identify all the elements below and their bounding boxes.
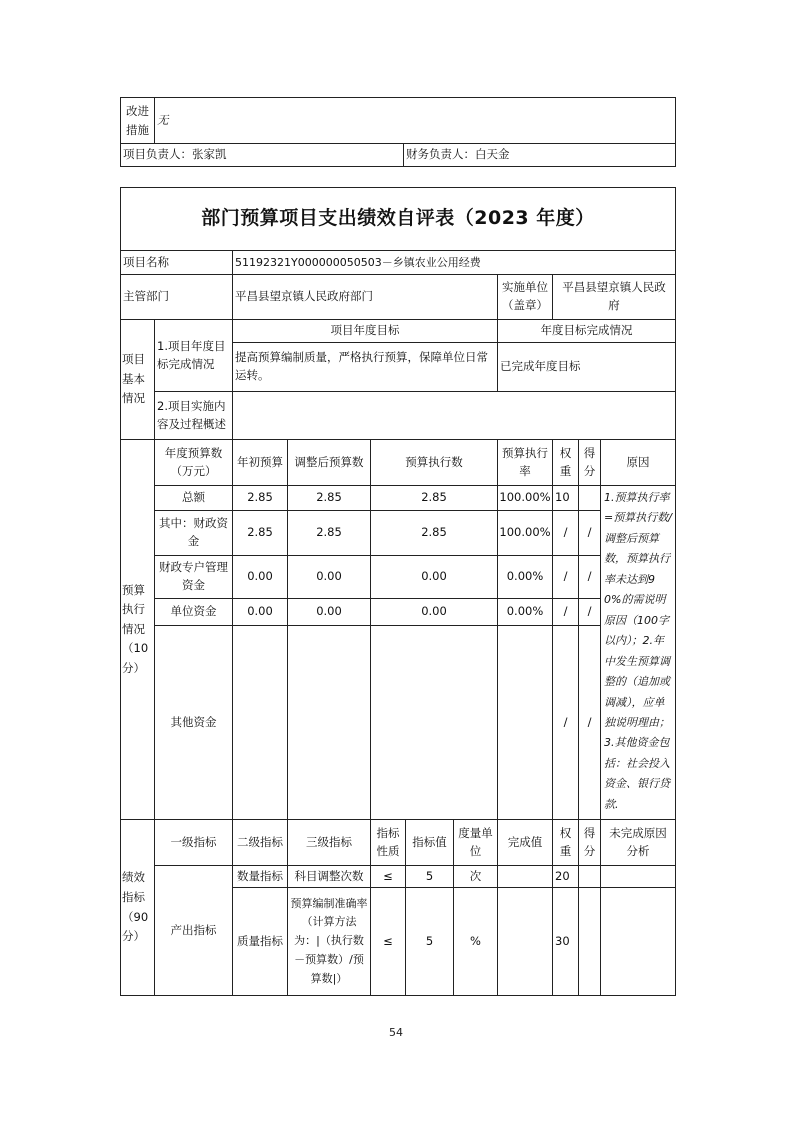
budget-row-executed bbox=[370, 625, 498, 820]
budget-row-name-text: 单位资金 bbox=[170, 604, 217, 619]
budget-row-score-text: / bbox=[587, 569, 592, 584]
budget-row-executed bbox=[370, 510, 498, 556]
perf-row-done bbox=[497, 865, 553, 888]
budget-row-executed-text: 0.00 bbox=[421, 569, 447, 584]
budget-row-executed-text: 0.00 bbox=[421, 604, 447, 619]
budget-header-name bbox=[154, 439, 233, 486]
project-name-label bbox=[120, 250, 233, 275]
goal-label-text: 1.项目年度目标完成情况 bbox=[157, 338, 226, 371]
perf-row-value-text: 5 bbox=[425, 933, 434, 948]
perf-row-value bbox=[405, 865, 454, 888]
perf-header-level1 bbox=[154, 819, 233, 866]
perf-row-unit bbox=[453, 887, 498, 996]
completion-value bbox=[497, 342, 676, 392]
performance-label-text: 绩效指标（90分） bbox=[122, 870, 149, 944]
budget-row-executed bbox=[370, 485, 498, 511]
improve-value bbox=[154, 97, 676, 144]
impl-unit-value-text: 平昌县望京镇人民政府 bbox=[562, 280, 666, 312]
impl-unit-label-text: 实施单位（盖章） bbox=[502, 280, 548, 312]
perf-row-weight-text: 20 bbox=[555, 868, 570, 883]
process-label-text: 2.项目实施内容及过程概述 bbox=[157, 398, 226, 431]
form-title-text: 部门预算项目支出绩效自评表（2023 年度） bbox=[201, 207, 595, 230]
completion-header bbox=[497, 319, 676, 343]
perf-row-unit-text: % bbox=[470, 933, 481, 948]
budget-row-executed-text: 2.85 bbox=[421, 525, 447, 540]
budget-row-adjusted-text: 0.00 bbox=[316, 604, 342, 619]
dept-value-text: 平昌县望京镇人民政府部门 bbox=[235, 289, 373, 304]
budget-row-score bbox=[578, 625, 601, 820]
page-number: 54 bbox=[389, 1026, 403, 1039]
basic-info-label bbox=[120, 319, 155, 440]
budget-row-executed-text: 2.85 bbox=[421, 490, 447, 505]
budget-header-executed-text: 预算执行数 bbox=[405, 454, 463, 469]
budget-header-score-text: 得分 bbox=[583, 445, 596, 478]
budget-row-weight-text: / bbox=[563, 569, 568, 584]
budget-row-score bbox=[578, 555, 601, 599]
budget-row-executed bbox=[370, 555, 498, 599]
perf-row-weight bbox=[552, 887, 579, 996]
budget-row-rate bbox=[497, 555, 553, 599]
perf-row-level3-text: 科目调整次数 bbox=[294, 868, 364, 883]
improve-value-text: 无 bbox=[157, 112, 169, 127]
budget-row-name bbox=[154, 555, 233, 599]
perf-row-unit bbox=[453, 865, 498, 888]
budget-row-adjusted-text: 2.85 bbox=[316, 525, 342, 540]
perf-row-nature bbox=[370, 887, 406, 996]
completion-header-text: 年度目标完成情况 bbox=[540, 323, 633, 338]
project-name-value bbox=[232, 250, 676, 275]
perf-header-score bbox=[578, 819, 601, 866]
perf-row-nature bbox=[370, 865, 406, 888]
perf-row-score bbox=[578, 887, 601, 996]
form-title bbox=[120, 187, 676, 251]
budget-row-adjusted bbox=[287, 485, 371, 511]
perf-row-nature-text: ≤ bbox=[383, 868, 393, 883]
project-name-label-text: 项目名称 bbox=[123, 254, 169, 269]
impl-unit-value bbox=[552, 274, 676, 320]
perf-header-unit-text: 度量单位 bbox=[458, 825, 493, 858]
perf-row-reason bbox=[600, 887, 676, 996]
budget-row-adjusted bbox=[287, 598, 371, 626]
budget-header-initial bbox=[232, 439, 288, 486]
goal-value bbox=[232, 342, 498, 392]
budget-row-adjusted bbox=[287, 555, 371, 599]
perf-row-done bbox=[497, 887, 553, 996]
perf-header-reason bbox=[600, 819, 676, 866]
budget-row-adjusted-text: 2.85 bbox=[316, 490, 342, 505]
perf-level1 bbox=[154, 865, 233, 996]
budget-row-rate bbox=[497, 625, 553, 820]
budget-row-rate-text: 0.00% bbox=[506, 569, 544, 584]
perf-row-level2-text: 数量指标 bbox=[237, 868, 283, 883]
budget-row-rate bbox=[497, 510, 553, 556]
perf-row-level2 bbox=[232, 865, 288, 888]
budget-reason-note-text: 1.预算执行率=预算执行数/调整后预算数，预算执行率未达到90%的需说明原因（100字以内）；2.年中发生预算调整的（追加或调减），应单独说明理由；3.其他资金包括：社会投入资金、银行贷款. bbox=[604, 491, 672, 811]
perf-header-level2-text: 二级指标 bbox=[237, 834, 283, 849]
budget-row-score-text: / bbox=[587, 604, 592, 619]
budget-row-executed bbox=[370, 598, 498, 626]
budget-row-rate bbox=[497, 485, 553, 511]
perf-row-weight bbox=[552, 865, 579, 888]
dept-label-text: 主管部门 bbox=[123, 289, 169, 304]
budget-label-text: 预算执行情况（10分） bbox=[122, 582, 149, 675]
perf-header-level3-text: 三级指标 bbox=[306, 834, 352, 849]
perf-header-done bbox=[497, 819, 553, 866]
budget-row-rate-text: 100.00% bbox=[499, 490, 551, 505]
perf-header-value bbox=[405, 819, 454, 866]
budget-row-weight bbox=[552, 485, 579, 511]
budget-row-score bbox=[578, 510, 601, 556]
perf-row-reason bbox=[600, 865, 676, 888]
budget-row-rate-text: 100.00% bbox=[499, 525, 551, 540]
finance-leader bbox=[403, 143, 676, 167]
budget-row-initial-text: 2.85 bbox=[247, 525, 273, 540]
project-leader bbox=[120, 143, 404, 167]
perf-row-value bbox=[405, 887, 454, 996]
perf-header-weight-text: 权重 bbox=[559, 825, 572, 858]
budget-row-initial-text: 0.00 bbox=[247, 604, 273, 619]
finance-leader-text: 财务负责人：白天金 bbox=[406, 147, 510, 162]
budget-row-name-text: 其他资金 bbox=[170, 714, 217, 729]
perf-header-done-text: 完成值 bbox=[507, 834, 543, 849]
budget-row-initial-text: 2.85 bbox=[247, 490, 273, 505]
performance-label bbox=[120, 819, 155, 996]
completion-value-text: 已完成年度目标 bbox=[500, 359, 581, 374]
budget-row-initial bbox=[232, 598, 288, 626]
budget-header-rate bbox=[497, 439, 553, 486]
goal-value-text: 提高预算编制质量，严格执行预算，保障单位日常运转。 bbox=[235, 350, 488, 382]
perf-header-level2 bbox=[232, 819, 288, 866]
budget-row-score-text: / bbox=[587, 525, 592, 540]
budget-row-name-text: 财政专户管理资金 bbox=[159, 560, 228, 592]
perf-header-nature-text: 指标性质 bbox=[376, 825, 400, 858]
budget-header-weight-text: 权重 bbox=[559, 445, 572, 478]
budget-row-weight-text: / bbox=[563, 604, 568, 619]
perf-row-value-text: 5 bbox=[425, 868, 434, 883]
budget-row-name bbox=[154, 625, 233, 820]
project-name-value-text: 51192321Y000000050503－乡镇农业公用经费 bbox=[235, 255, 481, 269]
budget-header-reason bbox=[600, 439, 676, 486]
improve-label bbox=[120, 97, 155, 144]
budget-reason-note bbox=[600, 485, 676, 820]
budget-row-initial bbox=[232, 625, 288, 820]
perf-row-level3-text: 预算编制准确率（计算方法为：|（执行数－预算数）/预算数|） bbox=[290, 896, 368, 985]
process-label bbox=[154, 391, 233, 440]
budget-row-rate bbox=[497, 598, 553, 626]
budget-row-weight bbox=[552, 598, 579, 626]
budget-row-adjusted bbox=[287, 625, 371, 820]
goal-label bbox=[154, 319, 233, 392]
perf-row-weight-text: 30 bbox=[555, 933, 570, 948]
perf-row-level3 bbox=[287, 887, 371, 996]
budget-label bbox=[120, 439, 155, 820]
budget-row-name-text: 总额 bbox=[182, 490, 205, 505]
budget-header-rate-text: 预算执行率 bbox=[502, 445, 548, 478]
perf-header-score-text: 得分 bbox=[583, 825, 596, 858]
budget-row-name-text: 其中：财政资金 bbox=[159, 516, 228, 548]
perf-header-value-text: 指标值 bbox=[412, 834, 447, 849]
improve-label-text: 改进措施 bbox=[126, 104, 149, 137]
impl-unit-label bbox=[497, 274, 553, 320]
budget-header-name-text: 年度预算数（万元） bbox=[164, 445, 223, 478]
budget-row-score bbox=[578, 598, 601, 626]
perf-row-level2 bbox=[232, 887, 288, 996]
perf-level1-text: 产出指标 bbox=[170, 922, 217, 937]
dept-value bbox=[232, 274, 498, 320]
budget-row-initial bbox=[232, 485, 288, 511]
budget-header-score bbox=[578, 439, 601, 486]
budget-row-weight bbox=[552, 510, 579, 556]
budget-row-name bbox=[154, 598, 233, 626]
budget-row-score bbox=[578, 485, 601, 511]
perf-row-score bbox=[578, 865, 601, 888]
budget-row-name bbox=[154, 510, 233, 556]
budget-row-weight-text: / bbox=[563, 525, 568, 540]
budget-row-rate-text: 0.00% bbox=[506, 604, 544, 619]
budget-row-name bbox=[154, 485, 233, 511]
budget-row-initial bbox=[232, 510, 288, 556]
budget-header-adjusted-text: 调整后预算数 bbox=[294, 454, 364, 469]
process-value bbox=[232, 391, 676, 440]
perf-header-level3 bbox=[287, 819, 371, 866]
perf-header-weight bbox=[552, 819, 579, 866]
budget-header-initial-text: 年初预算 bbox=[237, 454, 283, 469]
budget-header-weight bbox=[552, 439, 579, 486]
basic-info-label-text: 项目基本情况 bbox=[122, 352, 145, 406]
budget-header-reason-text: 原因 bbox=[626, 454, 650, 469]
project-leader-text: 项目负责人：张家凯 bbox=[123, 147, 227, 162]
perf-header-nature bbox=[370, 819, 406, 866]
budget-row-score-text: / bbox=[587, 714, 592, 729]
budget-row-weight-text: / bbox=[563, 714, 568, 729]
perf-row-nature-text: ≤ bbox=[383, 933, 393, 948]
budget-header-executed bbox=[370, 439, 498, 486]
dept-label bbox=[120, 274, 233, 320]
budget-header-adjusted bbox=[287, 439, 371, 486]
perf-header-level1-text: 一级指标 bbox=[170, 834, 217, 849]
budget-row-weight bbox=[552, 555, 579, 599]
perf-row-level3 bbox=[287, 865, 371, 888]
goal-header-text: 项目年度目标 bbox=[330, 323, 400, 338]
budget-row-weight bbox=[552, 625, 579, 820]
perf-header-unit bbox=[453, 819, 498, 866]
budget-row-initial bbox=[232, 555, 288, 599]
budget-row-adjusted-text: 0.00 bbox=[316, 569, 342, 584]
perf-row-level2-text: 质量指标 bbox=[237, 933, 283, 948]
budget-row-initial-text: 0.00 bbox=[247, 569, 273, 584]
budget-row-weight-text: 10 bbox=[555, 490, 570, 505]
perf-header-reason-text: 未完成原因分析 bbox=[609, 825, 667, 858]
perf-row-unit-text: 次 bbox=[469, 868, 482, 883]
goal-header bbox=[232, 319, 498, 343]
budget-row-adjusted bbox=[287, 510, 371, 556]
